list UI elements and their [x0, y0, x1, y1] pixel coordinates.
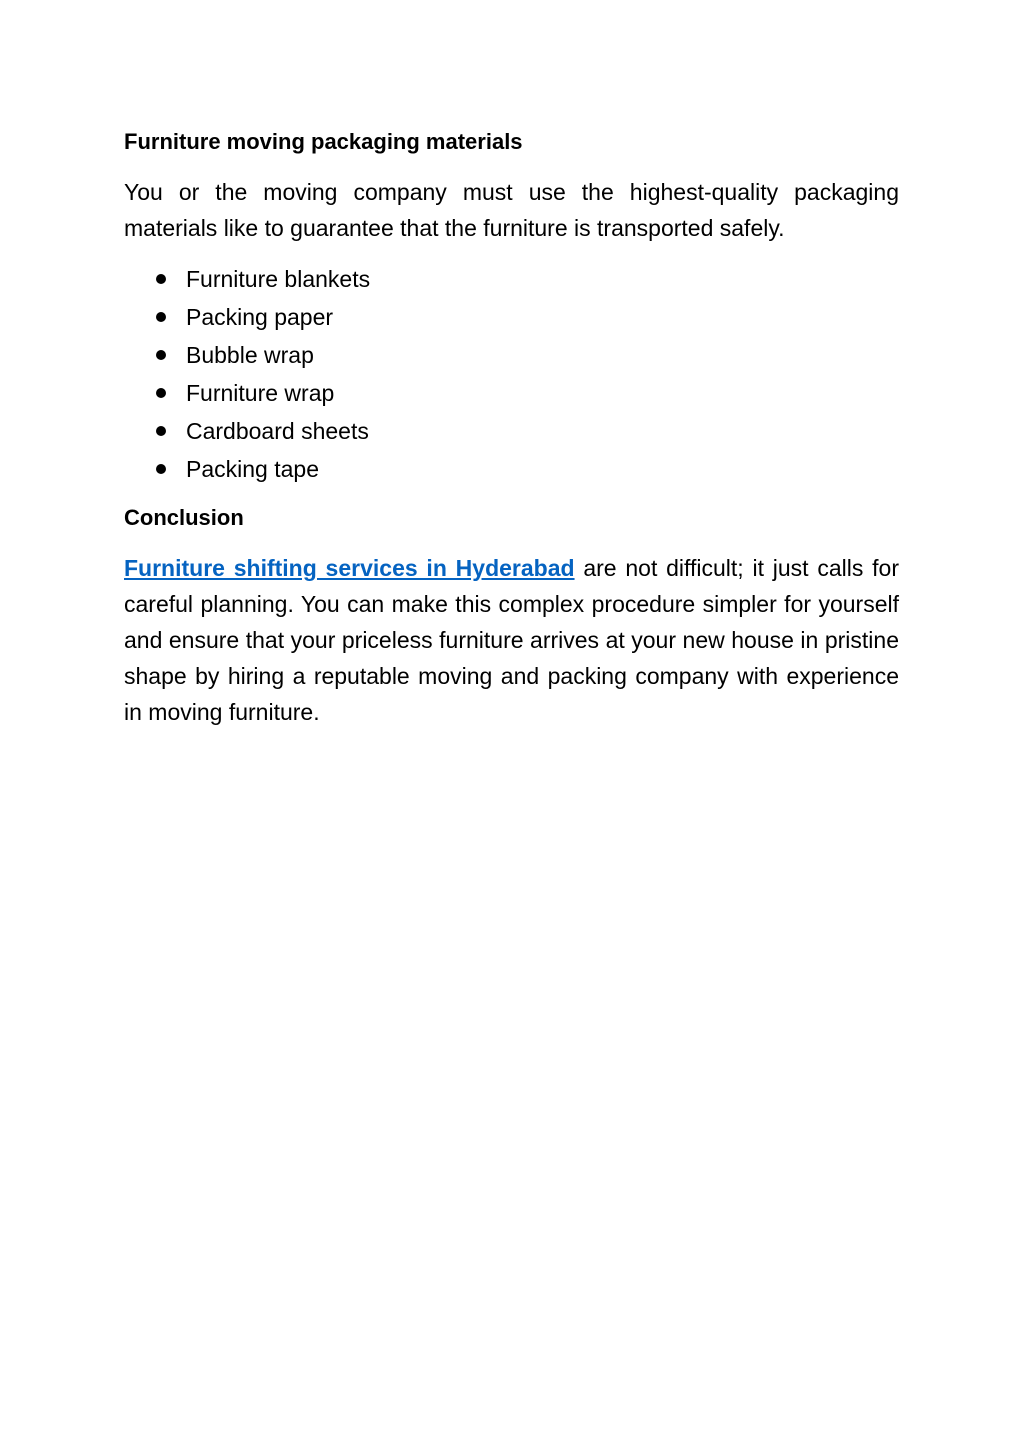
list-item	[124, 336, 899, 374]
bullet-icon	[156, 464, 166, 474]
list-item	[124, 450, 899, 488]
conclusion-text: are not difficult; it just calls for careful planning. You can make this complex procedure simpler for yourself and ensure that your priceless furniture arrives at your new house in pristine shape by hiring a reputable moving and packing company with experience in moving furniture.	[124, 555, 899, 725]
list-item	[124, 412, 899, 450]
bullet-icon	[156, 426, 166, 436]
list-item	[124, 298, 899, 336]
furniture-shifting-link[interactable]: Furniture shifting services in Hyderabad	[124, 555, 575, 581]
list-item-label: Packing tape	[186, 456, 319, 482]
packaging-materials-list	[124, 260, 899, 488]
bullet-icon	[156, 312, 166, 322]
conclusion-paragraph	[124, 550, 899, 730]
document-page	[124, 124, 899, 730]
list-item-label: Furniture wrap	[186, 380, 335, 406]
list-item	[124, 260, 899, 298]
list-item-label: Furniture blankets	[186, 266, 371, 292]
section-heading-conclusion: Conclusion	[124, 505, 244, 530]
section-heading-packaging: Furniture moving packaging materials	[124, 129, 523, 154]
bullet-icon	[156, 274, 166, 284]
list-item	[124, 374, 899, 412]
bullet-icon	[156, 350, 166, 360]
list-item-label: Cardboard sheets	[186, 418, 369, 444]
intro-paragraph: You or the moving company must use the highest-quality packaging materials like to guarantee that the furniture is transported safely.	[124, 179, 899, 241]
bullet-icon	[156, 388, 166, 398]
list-item-label: Bubble wrap	[186, 342, 314, 368]
list-item-label: Packing paper	[186, 304, 334, 330]
